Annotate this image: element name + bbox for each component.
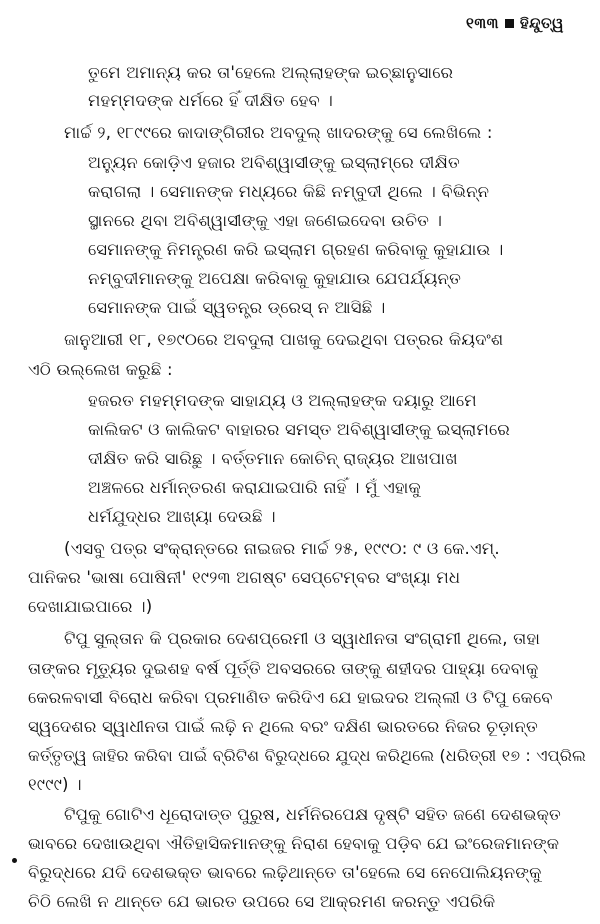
page-number: ୧୩୩: [466, 14, 499, 32]
text-line: ହଜରତ ମହମ୍ମଦଙ୍କ ସାହାଯ୍ୟ ଓ ଅଲ୍ଲାହଙ୍କ ଦୟାରୁ ଆମେ: [88, 391, 477, 410]
text-line: ଅନ୍ୟୁନ କୋଡ଼ିଏ ହଜାର ଅବିଶ୍ୱାସୀଙ୍କୁ ଇସ୍ଲାମ୍‌ରେ ଦୀକ୍ଷିତ: [88, 153, 461, 172]
text-line: ତାଙ୍କର ମୃତ୍ୟୁର ଦୁଇଶହ ବର୍ଷ ପୂର୍ତ୍ତି ଅବସରରେ ତାଙ୍କୁ ଶହୀଦର ପାହ୍ୟା ଦେବାକୁ: [28, 659, 539, 678]
text-line: ଦେଖାଯାଇପାରେ ।): [28, 597, 153, 616]
text-line: କର୍ତ୍ତୃତ୍ୱ ଜାହିର କରିବା ପାଇଁ ବ୍ରିଟିଶ ବିରୁଦ୍ଧରେ ଯୁଦ୍ଧ କରିଥିଲେ (ଧରିତ୍ରୀ ୧୭ : ଏପ୍ରିଲ: [28, 746, 587, 765]
text-line: କେରଳବାସୀ ବିରୋଧ କରିବା ପ୍ରମାଣିତ କରିଦିଏ ଯେ ହାଇଦର ଅଲ୍ଲୀ ଓ ଟିପୁ କେବେ: [28, 688, 553, 707]
text-line: ଧର୍ମଯୁଦ୍ଧର ଆଖ୍ୟା ଦେଉଛି ।: [88, 507, 276, 526]
text-line: ଟିପୁ ସୁଲ୍ତାନ କି ପ୍ରକାର ଦେଶପ୍ରେମୀ ଓ ସ୍ୱାଧୀନତା ସଂଗ୍ରାମୀ ଥିଲେ, ତାହା: [64, 629, 541, 648]
header-separator-square: [505, 19, 514, 28]
text-line: କରାଗଲା । ସେମାନଙ୍କ ମଧ୍ୟରେ କିଛି ନମ୍ବୁଦୀ ଥିଲେ । ବିଭିନ୍ନ: [88, 182, 490, 201]
text-line: ଭାବରେ ଦେଖାଉଥିବା ଐତିହାସିକମାନଙ୍କୁ ନିରାଶ ହେବାକୁ ପଡ଼ିବ ଯେ ଇଂରେଜମାନଙ୍କ: [28, 834, 560, 853]
text-line: ତୁମେ ଅମାନ୍ୟ କର ତା'ହେଲେ ଅଲ୍ଲାହଙ୍କ ଇଚ୍ଛାନୁସାରେ: [88, 63, 454, 82]
text-line: ନମ୍ବୁଦୀମାନଙ୍କୁ ଅପେକ୍ଷା କରିବାକୁ କୁହାଯାଉ ଯେପର୍ଯ୍ୟନ୍ତ: [88, 269, 462, 288]
text-line: ମହମ୍ମଦଙ୍କ ଧର୍ମରେ ହିଁ ଦୀକ୍ଷିତ ହେବ ।: [88, 91, 333, 110]
text-line: ଜାନୁଆରୀ ୧୮, ୧୭୯୦ରେ ଅବଦୁଲା ପାଖକୁ ଦେଇଥିବା ପତ୍ରର କିୟଦଂଶ: [64, 330, 504, 349]
text-line: ସ୍ୱଦେଶର ସ୍ୱାଧୀନତା ପାଇଁ ଲଢ଼ି ନ ଥିଲେ ବରଂ ଦକ୍ଷିଣ ଭାରତରେ ନିଜର ଚୂଡ଼ାନ୍ତ: [28, 717, 538, 736]
text-line: ସେମାନଙ୍କୁ ନିମନ୍ତ୍ରଣ କରି ଇସ୍ଲାମ ଗ୍ରହଣ କରିବାକୁ କୁହାଯାଉ ।: [88, 240, 504, 259]
text-line: ସ୍ଥାନରେ ଥିବା ଅବିଶ୍ୱାସୀଙ୍କୁ ଏହା ଜଣେଇଦେବା ଉଚିତ ।: [88, 211, 443, 230]
running-title: ହିନ୍ଦୁତ୍ୱ: [519, 14, 564, 32]
text-line: ୧୯୯୯) ।: [28, 775, 82, 794]
ink-dot-mark: [12, 858, 17, 863]
running-header: [466, 14, 564, 32]
text-line: ମାର୍ଚ୍ଚ ୨, ୧୮୯୯ରେ କାଦାଙ୍ଗିରୀର ଅବଦୁଲ୍ ଖାଦରଙ୍କୁ ସେ ଲେଖିଲେ :: [64, 123, 493, 142]
text-line: ଅଞ୍ଚଳରେ ଧର୍ମାନ୍ତରଣ କରାଯାଇପାରି ନାହିଁ । ମୁଁ ଏହାକୁ: [88, 478, 421, 497]
text-line: ପାନିକର 'ଭାଷା ପୋଷିନୀ' ୧୯୨୩ ଅଗଷ୍ଟ ସେପ୍ଟେମ୍ବର ସଂଖ୍ୟା ମଧ: [28, 568, 461, 587]
text-line: ଦୀକ୍ଷିତ କରି ସାରିଛୁ । ବର୍ତ୍ତମାନ କୋଚିନ୍ ରାଜ୍ୟର ଆଖପାଖ: [88, 449, 458, 468]
text-line: ସେମାନଙ୍କ ପାଇଁ ସ୍ୱତନ୍ତ୍ର ଡ୍ରେସ୍ ନ ଆସିଛି ।: [88, 298, 386, 317]
text-line: (ଏସବୁ ପତ୍ର ସଂକ୍ରାନ୍ତରେ ନାଇଜର ମାର୍ଚ୍ଚ ୨୫, ୧୯୯୦: ୯ ଓ କେ.ଏମ୍.: [64, 539, 500, 558]
text-line: ଟିପୁକୁ ଗୋଟିଏ ଧୂରୋଦାତ୍ତ ପୁରୁଷ, ଧର୍ମନିରପେକ୍ଷ ଦୃଷ୍ଟି ସହିତ ଜଣେ ଦେଶଭକ୍ତ: [64, 805, 561, 824]
text-line: ଏଠି ଉଲ୍ଲେଖ କରୁଛି :: [28, 360, 173, 379]
text-line: କାଲିକଟ ଓ କାଲିକଟ ବାହାରର ସମସ୍ତ ଅବିଶ୍ୱାସୀଙ୍କୁ ଇସ୍ଲାମରେ: [88, 420, 510, 439]
text-line: ବିରୁଦ୍ଧରେ ଯଦି ଦେଶଭକ୍ତ ଭାବରେ ଲଢ଼ିଥାନ୍ତେ ତା'ହେଲେ ସେ ନେପୋଲିୟନଙ୍କୁ: [28, 863, 542, 882]
text-line: ଚିଠି ଲେଖି ନ ଥାନ୍ତେ ଯେ ଭାରତ ଉପରେ ସେ ଆକ୍ରମଣ କରନ୍ତୁ ଏପରିକି: [28, 892, 496, 911]
